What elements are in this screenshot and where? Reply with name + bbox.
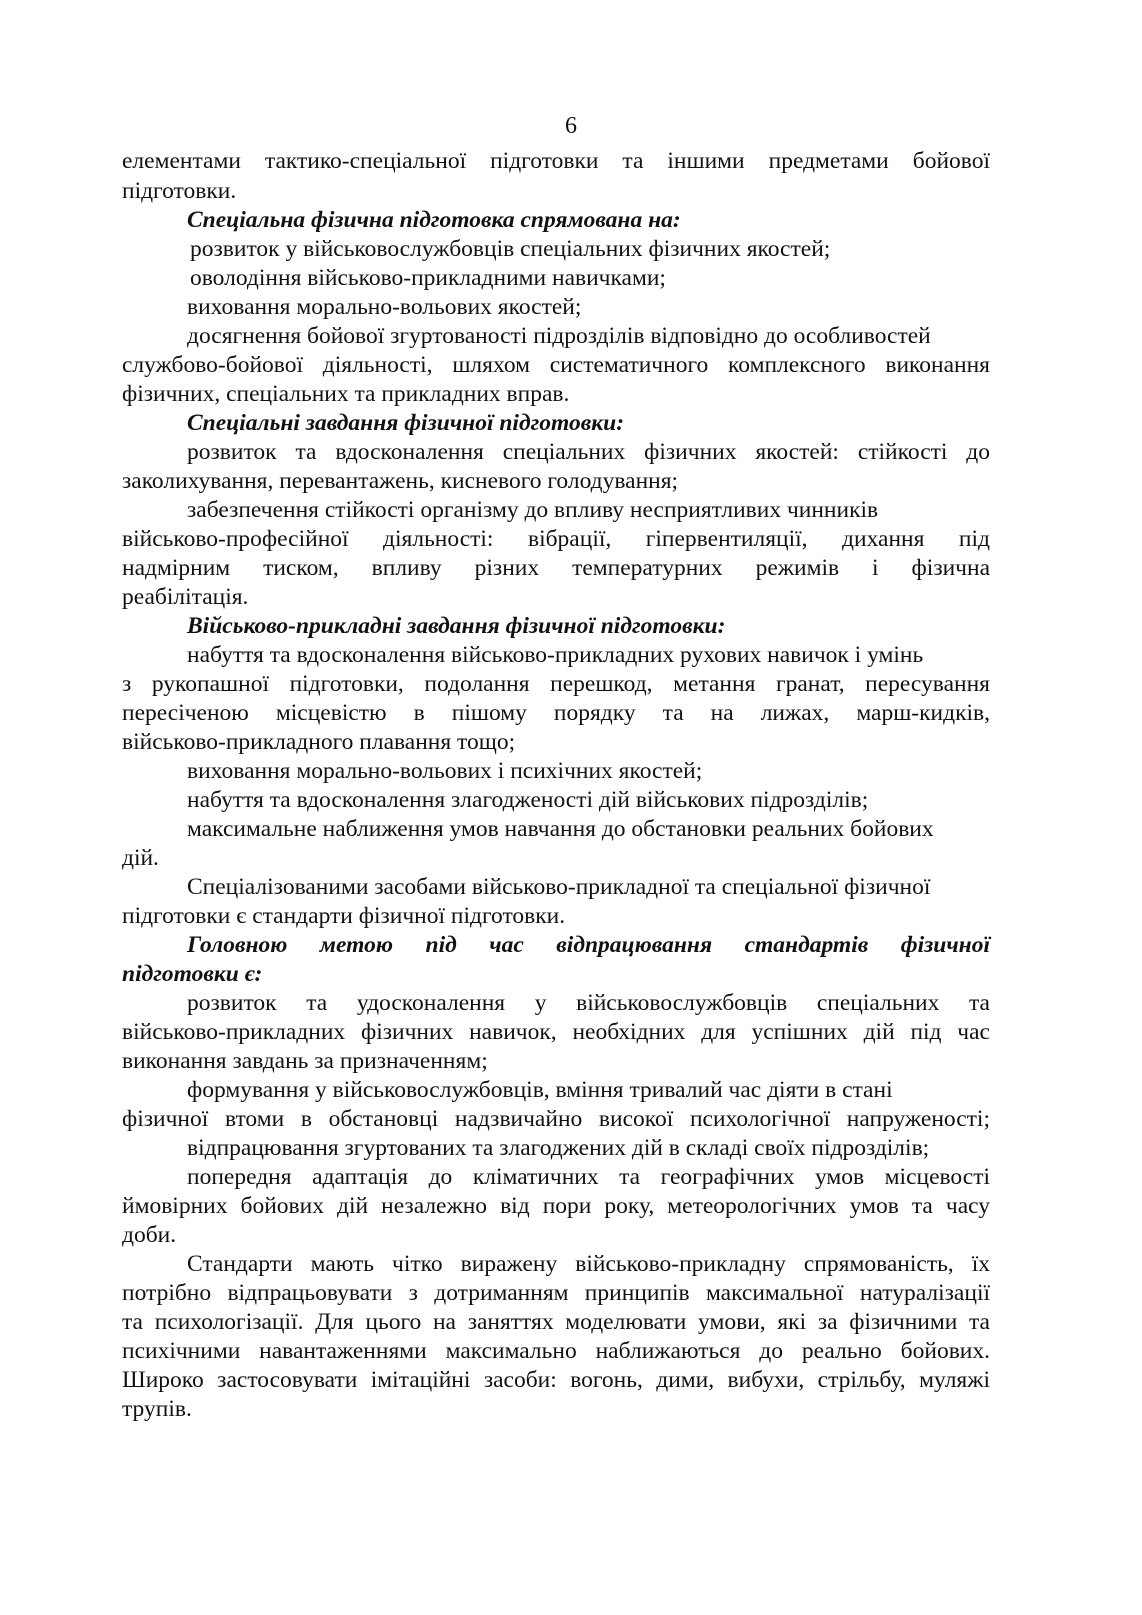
- page-number: 6: [565, 113, 577, 139]
- text-line: попередня адаптація до кліматичних та географічних умов місцевості: [187, 1164, 990, 1190]
- text-line: елементами тактико-спеціальної підготовки та іншими предметами бойової: [122, 148, 990, 174]
- text-line: службово-бойової діяльності, шляхом систематичного комплексного виконання: [122, 352, 990, 378]
- text-line: розвиток та удосконалення у військовослужбовців спеціальних та: [187, 990, 990, 1016]
- text-line: доби.: [122, 1222, 177, 1248]
- text-line: дій.: [122, 845, 159, 871]
- text-line: максимальне наближення умов навчання до обстановки реальних бойових: [187, 816, 934, 842]
- text-line: формування у військовослужбовців, вміння тривалий час діяти в стані: [187, 1077, 893, 1103]
- text-line: Широко застосовувати імітаційні засоби: вогонь, дими, вибухи, стрільбу, муляжі: [122, 1367, 990, 1393]
- text-line: виховання морально-вольових і психічних якостей;: [187, 758, 703, 784]
- text-line: пересіченою місцевістю в пішому порядку та на лижах, марш-кидків,: [122, 700, 990, 726]
- text-line: виконання завдань за призначенням;: [122, 1048, 488, 1074]
- text-line: оволодіння військово-прикладними навичками;: [190, 265, 666, 291]
- text-line: військово-прикладного плавання тощо;: [122, 729, 516, 755]
- text-line: Спеціалізованими засобами військово-прикладної та спеціальної фізичної: [187, 874, 931, 900]
- text-line: заколихування, перевантажень, кисневого голодування;: [122, 468, 679, 494]
- text-line: відпрацювання згуртованих та злагоджених дій в складі своїх підрозділів;: [187, 1135, 930, 1161]
- text-line: розвиток у військовослужбовців спеціальних фізичних якостей;: [190, 236, 831, 262]
- text-line: досягнення бойової згуртованості підрозділів відповідно до особливостей: [187, 323, 931, 349]
- section-heading: Спеціальна фізична підготовка спрямована на:: [187, 207, 681, 233]
- text-line: ймовірних бойових дій незалежно від пори року, метеорологічних умов та часу: [122, 1193, 990, 1219]
- text-line: психічними навантаженнями максимально наближаються до реально бойових.: [122, 1338, 990, 1364]
- text-line: з рукопашної підготовки, подолання перешкод, метання гранат, пересування: [122, 671, 990, 697]
- section-heading: Головною метою під час відпрацювання стандартів фізичної: [187, 932, 990, 958]
- text-line: та психологізації. Для цього на заняттях моделювати умови, які за фізичними та: [122, 1309, 990, 1335]
- text-line: забезпечення стійкості організму до впливу несприятливих чинників: [187, 497, 879, 523]
- text-line: Стандарти мають чітко виражену військово-прикладну спрямованість, їх: [187, 1251, 990, 1277]
- text-line: потрібно відпрацьовувати з дотриманням принципів максимальної натуралізації: [122, 1280, 990, 1306]
- text-line: реабілітація.: [122, 584, 249, 610]
- text-line: військово-прикладних фізичних навичок, необхідних для успішних дій під час: [122, 1019, 990, 1045]
- section-heading: Спеціальні завдання фізичної підготовки:: [187, 410, 625, 436]
- text-line: військово-професійної діяльності: вібрації, гіпервентиляції, дихання під: [122, 526, 990, 552]
- text-line: трупів.: [122, 1396, 192, 1422]
- text-line: виховання морально-вольових якостей;: [187, 294, 582, 320]
- text-line: надмірним тиском, впливу різних температурних режимів і фізична: [122, 555, 990, 581]
- text-line: фізичної втоми в обстановці надзвичайно високої психологічної напруженості;: [122, 1106, 990, 1132]
- section-heading: Військово-прикладні завдання фізичної підготовки:: [187, 613, 726, 639]
- text-line: підготовки є стандарти фізичної підготовки.: [122, 903, 566, 929]
- section-heading: підготовки є:: [122, 961, 263, 987]
- text-line: фізичних, спеціальних та прикладних вправ.: [122, 381, 570, 407]
- text-line: підготовки.: [122, 178, 237, 204]
- text-line: розвиток та вдосконалення спеціальних фізичних якостей: стійкості до: [187, 439, 990, 465]
- text-line: набуття та вдосконалення військово-прикладних рухових навичок і умінь: [187, 642, 924, 668]
- text-line: набуття та вдосконалення злагодженості дій військових підрозділів;: [187, 787, 869, 813]
